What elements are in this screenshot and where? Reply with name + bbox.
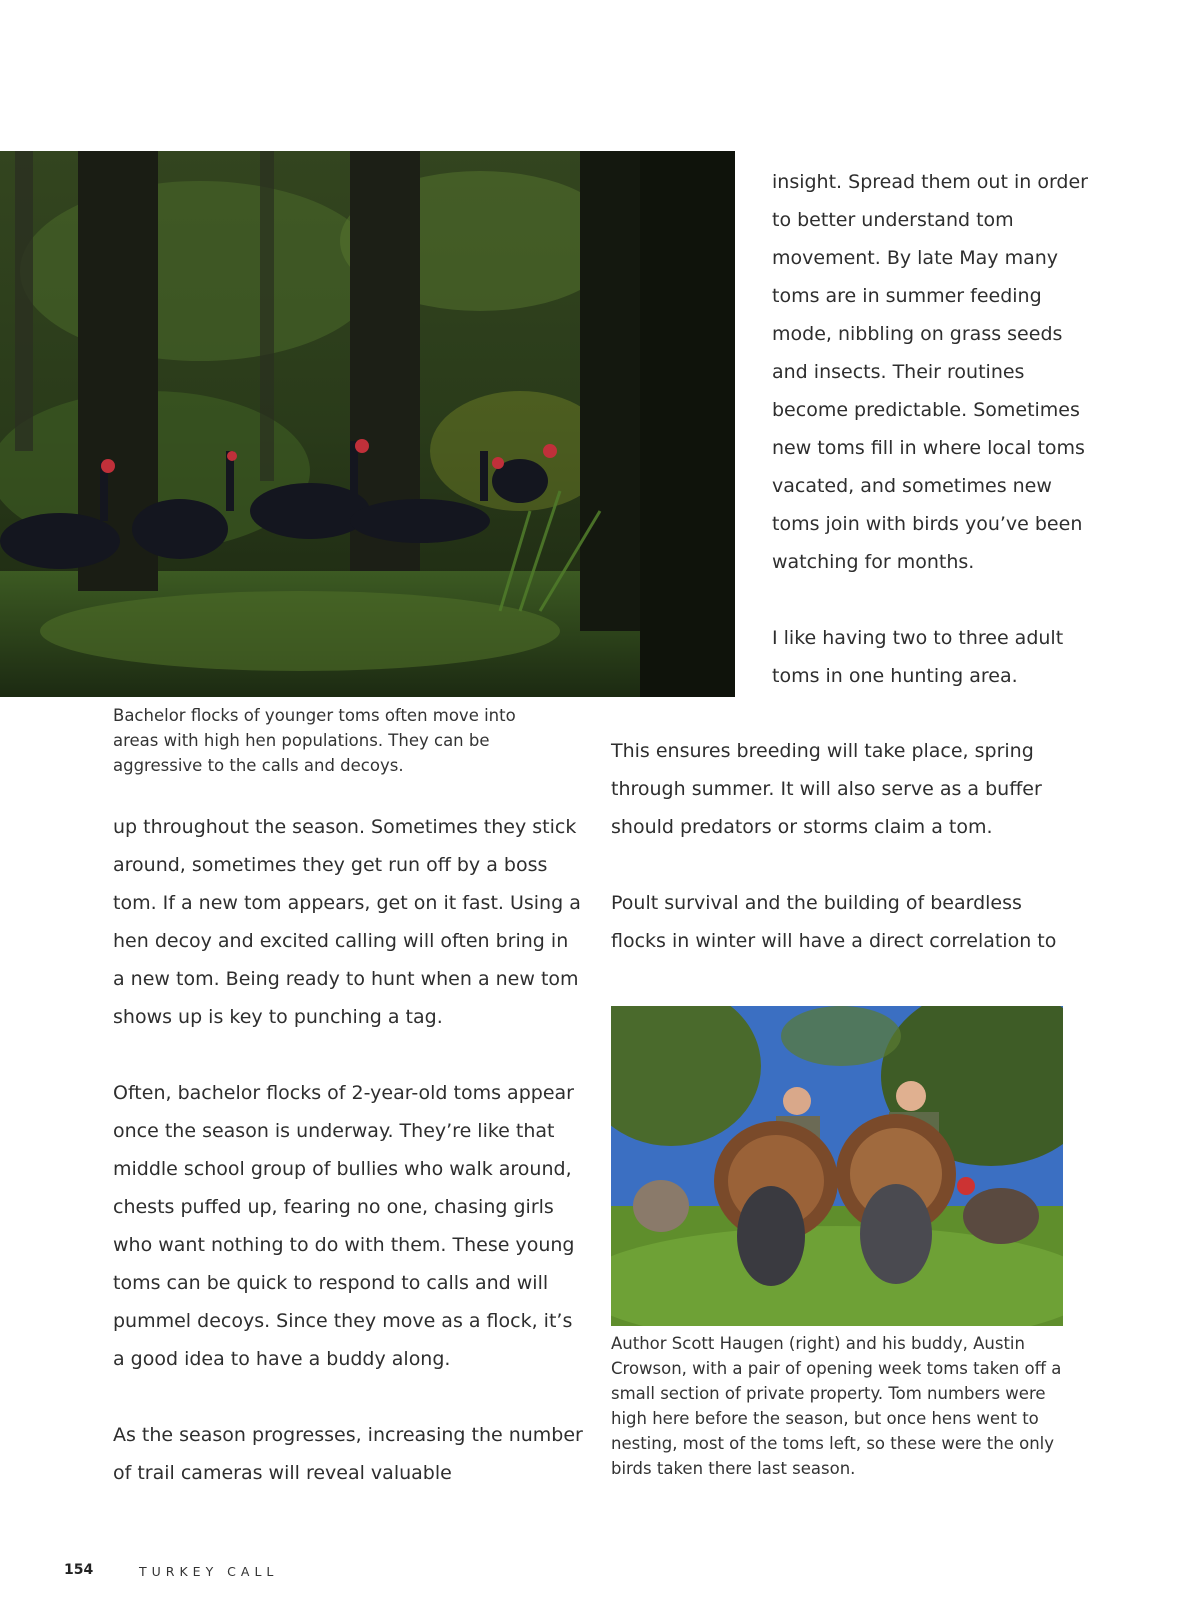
forest-scene-illustration bbox=[0, 151, 735, 697]
magazine-name: TURKEY CALL bbox=[139, 1564, 279, 1579]
hunters-with-toms-photo bbox=[611, 1006, 1063, 1326]
hunters-scene-illustration bbox=[611, 1006, 1063, 1326]
article-paragraph: Often, bachelor flocks of 2-year-old toms appear once the season is underway. They’re like that middle school group of bullies who walk around, chests puffed up, fearing no one, chasing girls who want nothing to do with them. These young toms can be quick to respond to calls and will pummel decoys. Since they move as a flock, it’s a good idea to have a buddy along. bbox=[113, 1082, 575, 1370]
forest-photo-caption: Bachelor flocks of younger toms often move into areas with high hen populations. They can be aggressive to the calls and decoys. bbox=[113, 706, 516, 775]
article-paragraph: I like having two to three adult toms in one hunting area. bbox=[772, 627, 1064, 687]
article-paragraph: insight. Spread them out in order to better understand tom movement. By late May many toms are in summer feeding mode, nibbling on grass seeds and insects. Their routines become predictable. Sometimes new toms fill in where local toms vacated, and sometimes new toms join with birds you’ve been watching for months. bbox=[772, 171, 1088, 573]
forest-turkey-photo bbox=[0, 151, 735, 697]
article-column-right-top bbox=[772, 163, 1102, 695]
hunters-photo-caption: Author Scott Haugen (right) and his buddy, Austin Crowson, with a pair of opening week toms taken off a small section of private property. Tom numbers were high here before the season, but once hens went to nesting, most of the toms left, so these were the only birds taken there last season. bbox=[611, 1334, 1062, 1478]
article-paragraph: This ensures breeding will take place, spring through summer. It will also serve as a buffer should predators or storms claim a tom. bbox=[611, 740, 1042, 838]
article-column-right-wide bbox=[611, 732, 1081, 960]
article-column-left bbox=[113, 808, 583, 1492]
article-paragraph: up throughout the season. Sometimes they stick around, sometimes they get run off by a boss tom. If a new tom appears, get on it fast. Using a hen decoy and excited calling will often bring in a new tom. Being ready to hunt when a new tom shows up is key to punching a tag. bbox=[113, 816, 581, 1028]
page-number: 154 bbox=[64, 1562, 94, 1578]
article-paragraph: Poult survival and the building of beardless flocks in winter will have a direct correlation to bbox=[611, 892, 1057, 952]
article-paragraph: As the season progresses, increasing the number of trail cameras will reveal valuable bbox=[113, 1424, 583, 1484]
